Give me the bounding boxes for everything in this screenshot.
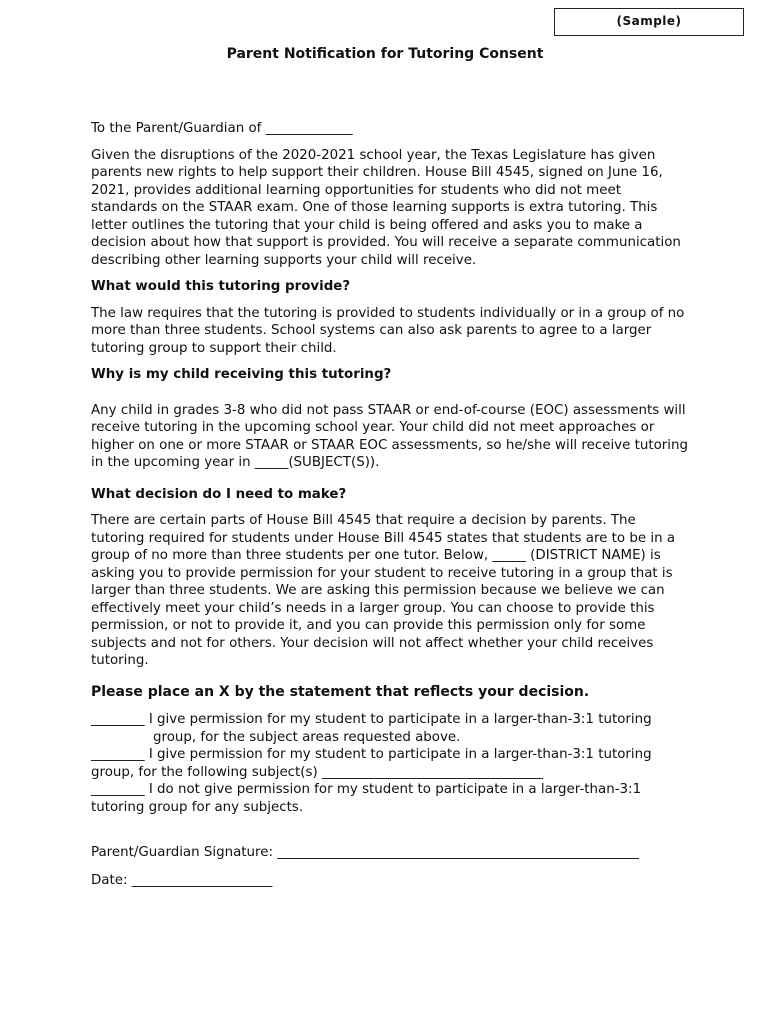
letter-body bbox=[91, 120, 691, 889]
option-permission-all-line2: group, for the subject areas requested above. bbox=[153, 729, 461, 745]
signature-field[interactable]: Parent/Guardian Signature: ______________________________________________________ bbox=[91, 845, 639, 860]
section-body-tutoring-provide: The law requires that the tutoring is provided to students individually or in a group of no more than three students. School systems can also ask parents to agree to a larger tutoring group to support their child. bbox=[91, 305, 685, 356]
option-permission-all-line1[interactable]: ________ I give permission for my student to participate in a larger-than-3:1 tutoring bbox=[91, 712, 652, 727]
page-title: Parent Notification for Tutoring Consent bbox=[226, 46, 544, 62]
option-permission-some-line2[interactable]: group, for the following subject(s) _________________________________ bbox=[91, 764, 543, 780]
option-no-permission-line2: tutoring group for any subjects. bbox=[91, 799, 304, 815]
intro-paragraph: Given the disruptions of the 2020-2021 school year, the Texas Legislature has given parents new rights to help support their children. House Bill 4545, signed on June 16, 2021, provides additional learning opportunities for students who did not meet standards on the STAAR exam. One of those learning supports is extra tutoring. This letter outlines the tutoring that your child is being offered and asks you to make a decision about how that support is provided. You will receive a separate communication describing other learning supports your child will receive. bbox=[91, 147, 681, 268]
sample-label: (Sample) bbox=[554, 8, 744, 36]
decision-heading: Please place an X by the statement that reflects your decision. bbox=[91, 683, 590, 700]
section-heading-tutoring-provide: What would this tutoring provide? bbox=[91, 279, 351, 294]
option-no-permission-line1[interactable]: ________ I do not give permission for my student to participate in a larger-than-3:1 bbox=[91, 782, 642, 797]
section-body-why-receiving: Any child in grades 3-8 who did not pass STAAR or end-of-course (EOC) assessments will receive tutoring in the upcoming school year. Your child did not meet approaches or higher on one or more STAAR or STAAR EOC assessments, so he/she will receive tutoring in the upcoming year in _____(SUBJECT(S)). bbox=[91, 402, 688, 470]
section-body-decision: There are certain parts of House Bill 4545 that require a decision by parents. The tutoring required for students under House Bill 4545 states that students are to be in a group of no more than three students per one tutor. Below, _____ (DISTRICT NAME) is asking you to provide permission for your student to receive tutoring in a group that is larger than three students. We are asking this permission because we believe we can effectively meet your child’s needs in a larger group. You can choose to provide this permission, or not to provide it, and you can provide this permission only for some subjects and not for others. Your decision will not affect whether your child receives tutoring. bbox=[91, 513, 676, 668]
date-field[interactable]: Date: _____________________ bbox=[91, 872, 273, 888]
section-heading-decision: What decision do I need to make? bbox=[91, 486, 347, 502]
section-heading-why-receiving: Why is my child receiving this tutoring? bbox=[91, 367, 392, 382]
salutation: To the Parent/Guardian of _____________ bbox=[91, 121, 353, 136]
option-permission-some-line1[interactable]: ________ I give permission for my student to participate in a larger-than-3:1 tutoring bbox=[91, 747, 652, 762]
